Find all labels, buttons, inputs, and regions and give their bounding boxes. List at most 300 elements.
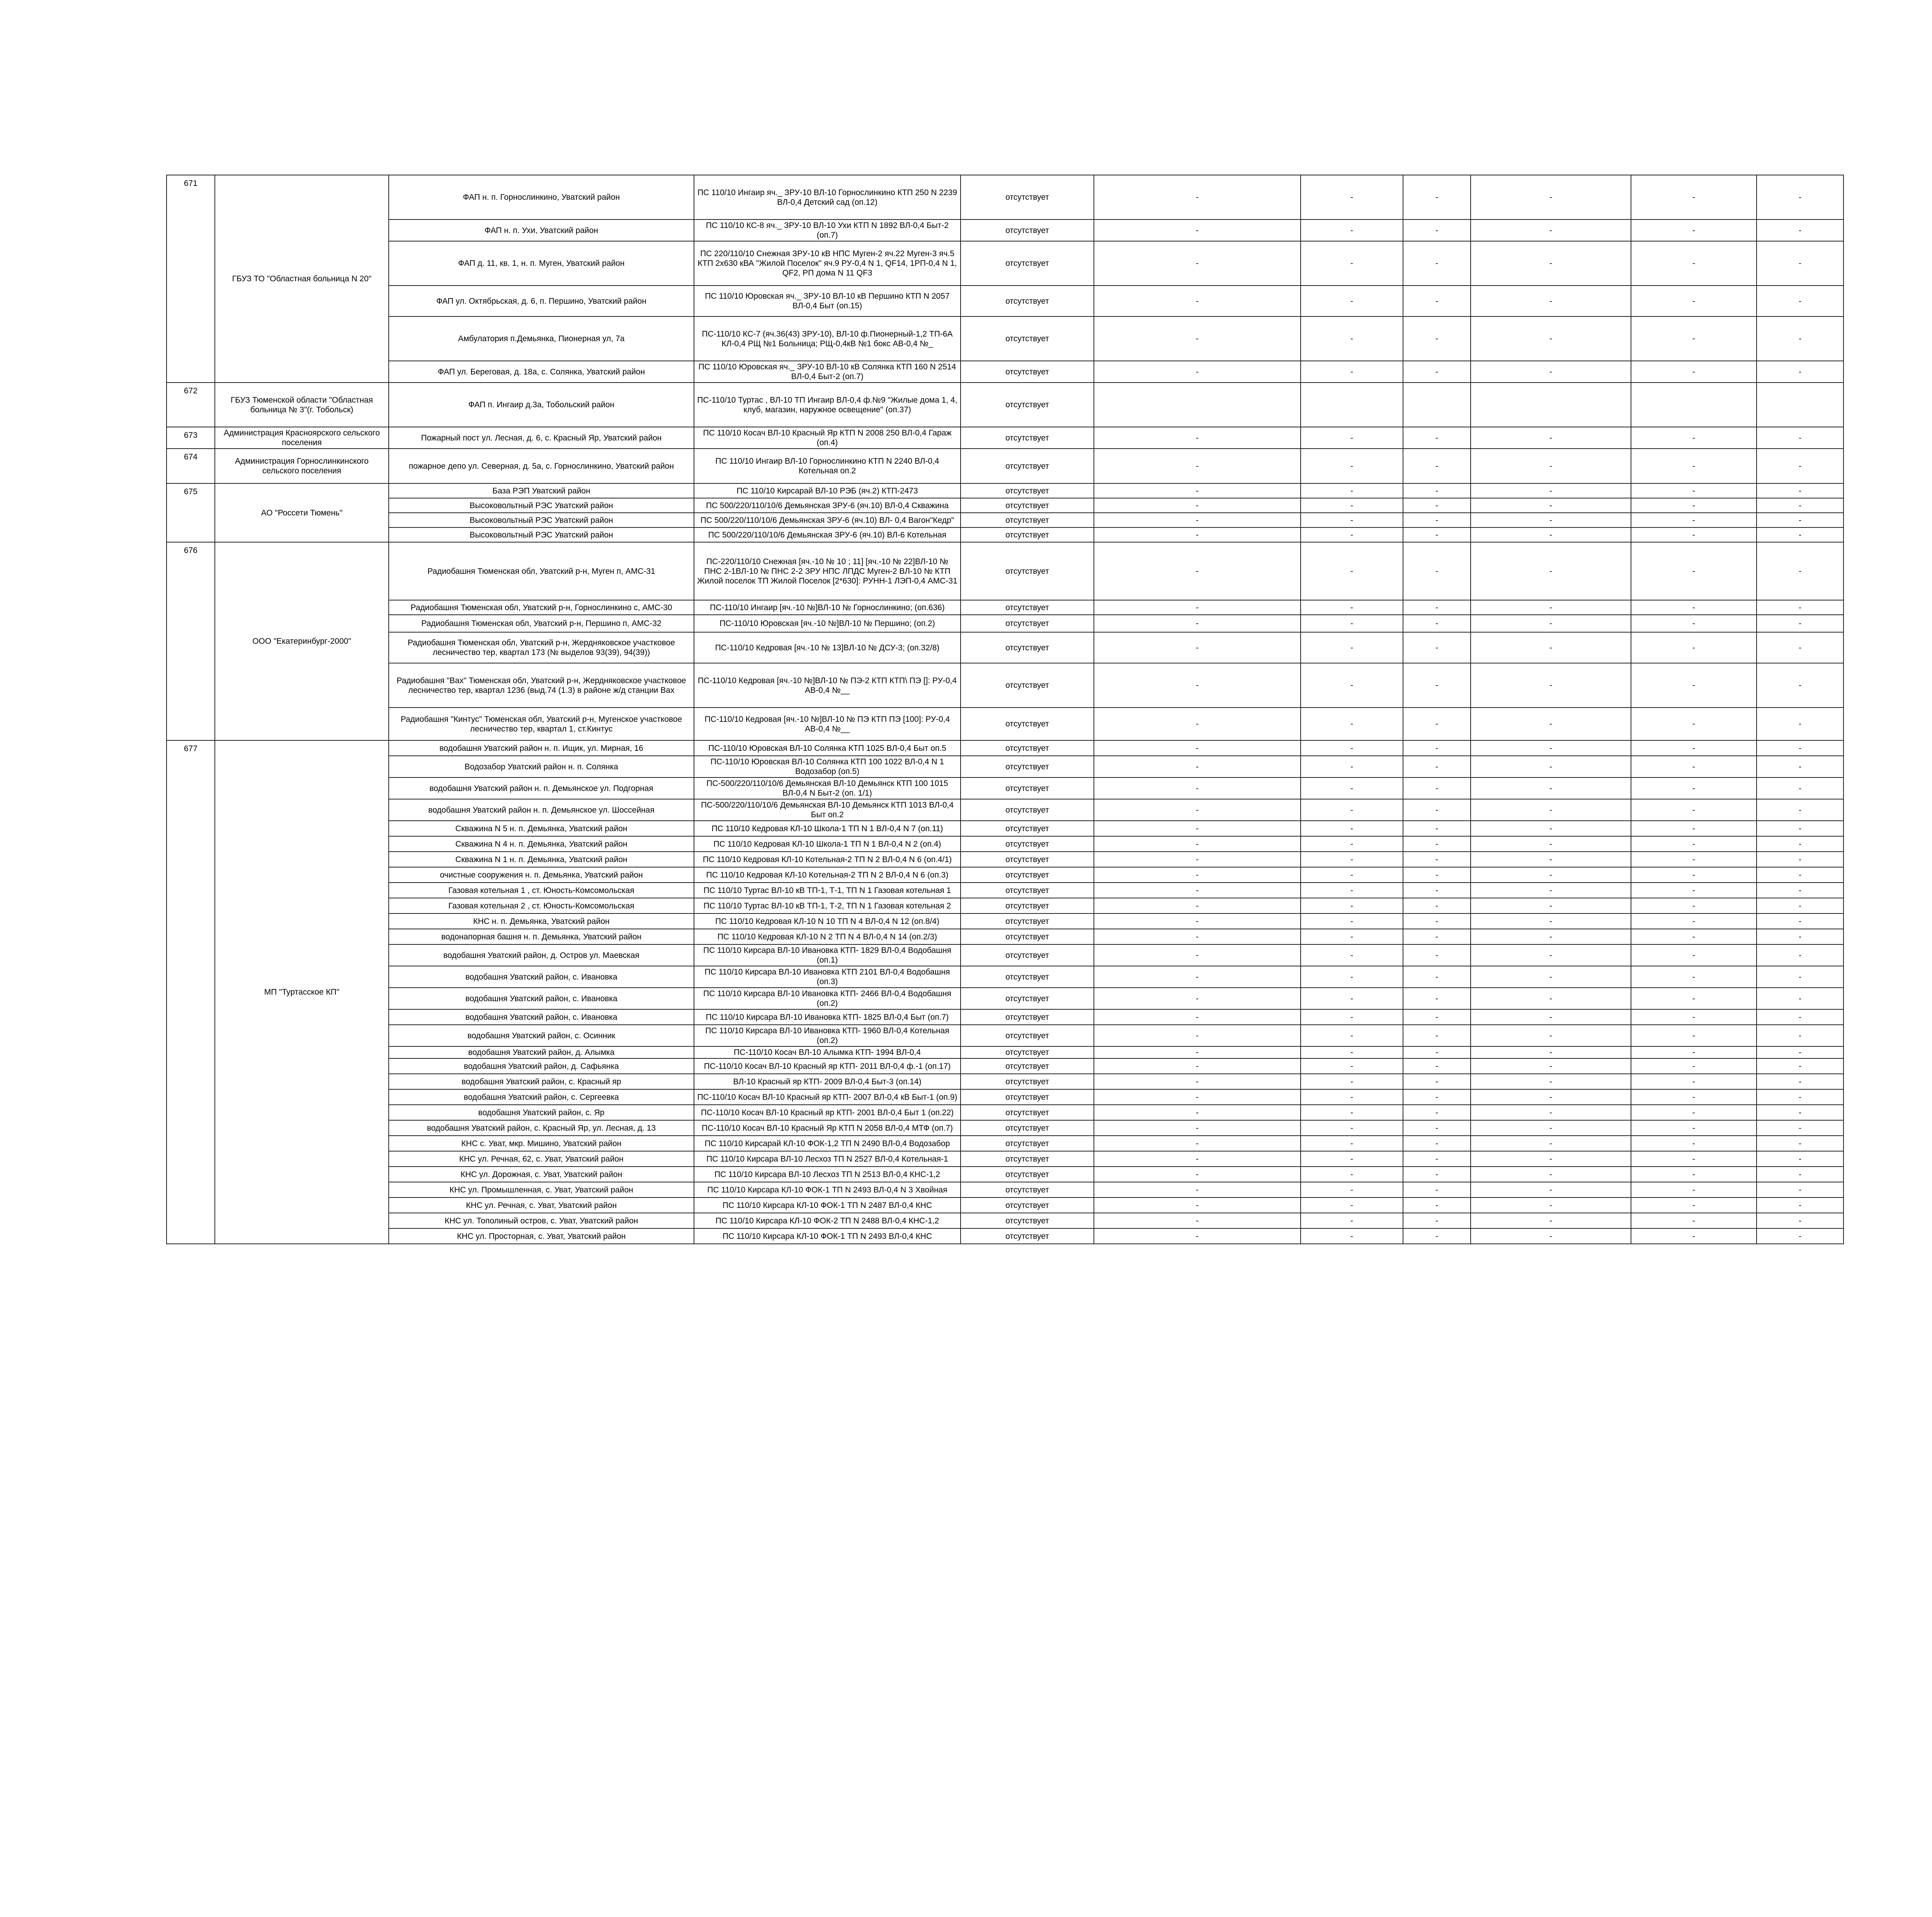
value-cell: -	[1403, 1025, 1471, 1046]
value-cell: -	[1094, 1089, 1301, 1105]
value-cell: -	[1301, 913, 1403, 929]
value-cell: -	[1301, 219, 1403, 241]
value-cell: -	[1094, 600, 1301, 615]
status-cell: отсутствует	[961, 427, 1094, 449]
value-cell: -	[1631, 1089, 1757, 1105]
organization-name: АО "Россети Тюмень"	[215, 483, 389, 542]
status-cell: отсутствует	[961, 929, 1094, 944]
connection-point: ПС 500/220/110/10/6 Демьянская ЗРУ-6 (яч.10) ВЛ- 0,4 Вагон"Кедр"	[694, 513, 961, 527]
value-cell: -	[1757, 449, 1844, 483]
value-cell: -	[1301, 1151, 1403, 1167]
object-address: водобашня Уватский район, д. Алымка	[389, 1046, 694, 1058]
value-cell: -	[1403, 883, 1471, 898]
value-cell: -	[1757, 913, 1844, 929]
value-cell: -	[1631, 988, 1757, 1009]
row-number: 671	[167, 175, 215, 383]
value-cell: -	[1094, 898, 1301, 913]
value-cell: -	[1403, 1074, 1471, 1089]
value-cell: -	[1471, 361, 1631, 383]
status-cell: отсутствует	[961, 1182, 1094, 1197]
value-cell: -	[1471, 913, 1631, 929]
connection-point: ПС 110/10 Кирсара ВЛ-10 Ивановка КТП 2101 ВЛ-0,4 Водобашня (оп.3)	[694, 966, 961, 988]
value-cell: -	[1301, 175, 1403, 219]
value-cell: -	[1631, 836, 1757, 852]
value-cell: -	[1757, 542, 1844, 600]
value-cell: -	[1403, 966, 1471, 988]
value-cell: -	[1403, 286, 1471, 316]
status-cell: отсутствует	[961, 286, 1094, 316]
value-cell: -	[1757, 1058, 1844, 1074]
value-cell: -	[1757, 836, 1844, 852]
value-cell: -	[1301, 988, 1403, 1009]
value-cell: -	[1471, 988, 1631, 1009]
value-cell: -	[1403, 175, 1471, 219]
table-row	[167, 799, 1844, 821]
value-cell: -	[1094, 708, 1301, 740]
value-cell: -	[1631, 527, 1757, 542]
connection-point: ПС 110/10 Туртас ВЛ-10 кВ ТП-1, Т-1, ТП N 1 Газовая котельная 1	[694, 883, 961, 898]
object-address: Высоковольтный РЭС Уватский район	[389, 513, 694, 527]
value-cell: -	[1471, 542, 1631, 600]
value-cell	[1094, 383, 1301, 427]
connection-point: ПС 220/110/10 Снежная ЗРУ-10 кВ НПС Муген-2 яч.22 Муген-3 яч.5 КТП 2х630 кВА "Жилой Поселок" яч.9 РУ-0,4 N 1, QF14, 1РП-0,4 N 1, QF2, РП дома N 11 QF3	[694, 241, 961, 286]
status-cell: отсутствует	[961, 316, 1094, 361]
table-row	[167, 219, 1844, 241]
value-cell: -	[1301, 663, 1403, 708]
value-cell: -	[1301, 361, 1403, 383]
value-cell: -	[1471, 777, 1631, 799]
value-cell: -	[1631, 1025, 1757, 1046]
value-cell: -	[1403, 1151, 1471, 1167]
value-cell: -	[1631, 175, 1757, 219]
connection-point: ПС 110/10 Кирсара ВЛ-10 Лесхоз ТП N 2527 ВЛ-0,4 Котельная-1	[694, 1151, 961, 1167]
value-cell: -	[1471, 740, 1631, 756]
value-cell: -	[1094, 632, 1301, 663]
table-row	[167, 1182, 1844, 1197]
value-cell: -	[1301, 929, 1403, 944]
value-cell: -	[1471, 1046, 1631, 1058]
connection-point: ПС 110/10 Кирсара КЛ-10 ФОК-2 ТП N 2488 ВЛ-0,4 КНС-1,2	[694, 1213, 961, 1228]
object-address: Скважина N 5 н. п. Демьянка, Уватский район	[389, 821, 694, 836]
connection-point: ПС-110/10 Косач ВЛ-10 Красный яр КТП- 2011 ВЛ-0,4 ф.-1 (оп.17)	[694, 1058, 961, 1074]
status-cell: отсутствует	[961, 1228, 1094, 1244]
value-cell: -	[1403, 1167, 1471, 1182]
status-cell: отсутствует	[961, 513, 1094, 527]
table-row	[167, 542, 1844, 600]
value-cell	[1757, 383, 1844, 427]
value-cell: -	[1471, 867, 1631, 883]
table-row	[167, 1089, 1844, 1105]
value-cell: -	[1094, 427, 1301, 449]
value-cell: -	[1757, 929, 1844, 944]
value-cell: -	[1631, 219, 1757, 241]
table-row	[167, 615, 1844, 632]
value-cell: -	[1094, 799, 1301, 821]
object-address: очистные сооружения н. п. Демьянка, Уватский район	[389, 867, 694, 883]
value-cell: -	[1757, 1182, 1844, 1197]
value-cell: -	[1403, 1228, 1471, 1244]
status-cell: отсутствует	[961, 361, 1094, 383]
table-row	[167, 1105, 1844, 1120]
connection-point: ПС 110/10 Кирсара ВЛ-10 Лесхоз ТП N 2513 ВЛ-0,4 КНС-1,2	[694, 1167, 961, 1182]
value-cell: -	[1757, 1197, 1844, 1213]
status-cell: отсутствует	[961, 821, 1094, 836]
value-cell: -	[1403, 777, 1471, 799]
value-cell: -	[1301, 821, 1403, 836]
connection-point: ПС 110/10 Кирсара КЛ-10 ФОК-1 ТП N 2493 ВЛ-0,4 КНС	[694, 1228, 961, 1244]
value-cell: -	[1471, 799, 1631, 821]
status-cell: отсутствует	[961, 708, 1094, 740]
value-cell: -	[1631, 1197, 1757, 1213]
value-cell: -	[1631, 1058, 1757, 1074]
table-row	[167, 498, 1844, 513]
connection-point: ПС 110/10 Кедровая КЛ-10 N 10 ТП N 4 ВЛ-0,4 N 12 (оп.8/4)	[694, 913, 961, 929]
value-cell: -	[1471, 316, 1631, 361]
value-cell: -	[1403, 1197, 1471, 1213]
value-cell: -	[1094, 483, 1301, 498]
connection-point: ПС-110/10 Косач ВЛ-10 Красный яр КТП- 2007 ВЛ-0,4 кВ Быт-1 (оп.9)	[694, 1089, 961, 1105]
status-cell: отсутствует	[961, 1074, 1094, 1089]
value-cell: -	[1631, 449, 1757, 483]
value-cell: -	[1631, 708, 1757, 740]
value-cell: -	[1471, 708, 1631, 740]
table-body	[167, 175, 1844, 1244]
value-cell: -	[1631, 483, 1757, 498]
row-number: 675	[167, 483, 215, 542]
connection-point: ПС 110/10 Косач ВЛ-10 Красный Яр КТП N 2008 250 ВЛ-0,4 Гараж (оп.4)	[694, 427, 961, 449]
object-address: Радиобашня Тюменская обл, Уватский р-н, Горнослинкино с, АМС-30	[389, 600, 694, 615]
value-cell: -	[1094, 883, 1301, 898]
value-cell: -	[1094, 1009, 1301, 1025]
object-address: Пожарный пост ул. Лесная, д. 6, с. Красный Яр, Уватский район	[389, 427, 694, 449]
table-row	[167, 241, 1844, 286]
status-cell: отсутствует	[961, 799, 1094, 821]
table-row	[167, 1058, 1844, 1074]
value-cell: -	[1301, 449, 1403, 483]
status-cell: отсутствует	[961, 1167, 1094, 1182]
status-cell: отсутствует	[961, 1009, 1094, 1025]
value-cell: -	[1301, 966, 1403, 988]
object-address: ФАП ул. Октябрьская, д. 6, п. Першино, Уватский район	[389, 286, 694, 316]
value-cell: -	[1403, 542, 1471, 600]
status-cell: отсутствует	[961, 883, 1094, 898]
value-cell: -	[1471, 756, 1631, 777]
object-address: водонапорная башня н. п. Демьянка, Уватский район	[389, 929, 694, 944]
connection-point: ПС 110/10 Кедровая КЛ-10 N 2 ТП N 4 ВЛ-0,4 N 14 (оп.2/3)	[694, 929, 961, 944]
value-cell: -	[1631, 799, 1757, 821]
value-cell: -	[1631, 513, 1757, 527]
value-cell: -	[1471, 449, 1631, 483]
status-cell: отсутствует	[961, 1046, 1094, 1058]
value-cell: -	[1094, 740, 1301, 756]
table-row	[167, 966, 1844, 988]
connection-point: ПС 110/10 Туртас ВЛ-10 кВ ТП-1, Т-2, ТП N 1 Газовая котельная 2	[694, 898, 961, 913]
object-address: водобашня Уватский район, с. Красный Яр, ул. Лесная, д. 13	[389, 1120, 694, 1136]
status-cell: отсутствует	[961, 542, 1094, 600]
value-cell: -	[1757, 1213, 1844, 1228]
object-address: Радиобашня Тюменская обл, Уватский р-н, Першино п, АМС-32	[389, 615, 694, 632]
object-address: водобашня Уватский район, с. Ивановка	[389, 966, 694, 988]
status-cell: отсутствует	[961, 852, 1094, 867]
value-cell: -	[1631, 361, 1757, 383]
value-cell: -	[1631, 756, 1757, 777]
object-address: водобашня Уватский район, с. Яр	[389, 1105, 694, 1120]
value-cell: -	[1094, 1151, 1301, 1167]
value-cell: -	[1301, 1197, 1403, 1213]
value-cell: -	[1471, 427, 1631, 449]
organization-name: ГБУЗ ТО "Областная больница N 20"	[215, 175, 389, 383]
table-row	[167, 1197, 1844, 1213]
value-cell: -	[1094, 241, 1301, 286]
value-cell: -	[1403, 483, 1471, 498]
value-cell: -	[1301, 836, 1403, 852]
value-cell: -	[1471, 1136, 1631, 1151]
value-cell: -	[1403, 449, 1471, 483]
object-address: водобашня Уватский район, с. Ивановка	[389, 988, 694, 1009]
value-cell: -	[1301, 286, 1403, 316]
value-cell: -	[1471, 615, 1631, 632]
value-cell: -	[1471, 1074, 1631, 1089]
value-cell: -	[1471, 836, 1631, 852]
value-cell: -	[1757, 883, 1844, 898]
value-cell: -	[1471, 821, 1631, 836]
table-row	[167, 756, 1844, 777]
value-cell: -	[1301, 600, 1403, 615]
value-cell: -	[1757, 740, 1844, 756]
connection-point: ПС 110/10 Кирсара КЛ-10 ФОК-1 ТП N 2487 ВЛ-0,4 КНС	[694, 1197, 961, 1213]
value-cell: -	[1631, 286, 1757, 316]
value-cell: -	[1301, 1182, 1403, 1197]
value-cell: -	[1471, 1105, 1631, 1120]
value-cell: -	[1757, 1074, 1844, 1089]
value-cell: -	[1403, 361, 1471, 383]
value-cell: -	[1757, 1151, 1844, 1167]
value-cell: -	[1403, 1058, 1471, 1074]
connection-point: ПС-110/10 Косач ВЛ-10 Красный Яр КТП N 2058 ВЛ-0,4 МТФ (оп.7)	[694, 1120, 961, 1136]
status-cell: отсутствует	[961, 1120, 1094, 1136]
table-row	[167, 1213, 1844, 1228]
value-cell: -	[1631, 1151, 1757, 1167]
value-cell: -	[1757, 1089, 1844, 1105]
value-cell: -	[1094, 1105, 1301, 1120]
value-cell: -	[1403, 867, 1471, 883]
object-address: водобашня Уватский район, с. Ивановка	[389, 1009, 694, 1025]
status-cell: отсутствует	[961, 836, 1094, 852]
status-cell: отсутствует	[961, 1136, 1094, 1151]
value-cell: -	[1757, 1120, 1844, 1136]
value-cell: -	[1094, 513, 1301, 527]
connection-point: ПС-220/110/10 Снежная [яч.-10 № 10 ; 11] [яч.-10 № 22]ВЛ-10 № ПНС 2-1ВЛ-10 № ПНС 2-2 ЗРУ НПС ЛПДС Муген-2 ВЛ-10 № КТП Жилой поселок ТП Жилой Поселок [2*630]: РУНН-1 ЛЭП-0,4 АМС-31	[694, 542, 961, 600]
connection-point: ПС 110/10 Кирсара КЛ-10 ФОК-1 ТП N 2493 ВЛ-0,4 N 3 Хвойная	[694, 1182, 961, 1197]
value-cell: -	[1471, 483, 1631, 498]
table-row	[167, 483, 1844, 498]
value-cell: -	[1301, 241, 1403, 286]
object-address: КНС ул. Промышленная, с. Уват, Уватский район	[389, 1182, 694, 1197]
value-cell: -	[1757, 427, 1844, 449]
value-cell: -	[1757, 1025, 1844, 1046]
value-cell: -	[1403, 799, 1471, 821]
connection-point: ПС-110/10 Юровская ВЛ-10 Солянка КТП 1025 ВЛ-0,4 Быт оп.5	[694, 740, 961, 756]
value-cell: -	[1631, 1213, 1757, 1228]
value-cell	[1471, 383, 1631, 427]
value-cell: -	[1301, 1136, 1403, 1151]
value-cell: -	[1757, 361, 1844, 383]
table-row	[167, 1151, 1844, 1167]
value-cell: -	[1471, 1151, 1631, 1167]
value-cell: -	[1471, 600, 1631, 615]
value-cell: -	[1403, 1089, 1471, 1105]
value-cell: -	[1631, 777, 1757, 799]
value-cell: -	[1094, 615, 1301, 632]
value-cell: -	[1631, 427, 1757, 449]
status-cell: отсутствует	[961, 966, 1094, 988]
value-cell: -	[1471, 498, 1631, 513]
table-row	[167, 286, 1844, 316]
connection-point: ПС 500/220/110/10/6 Демьянская ЗРУ-6 (яч.10) ВЛ-0,4 Скважина	[694, 498, 961, 513]
value-cell: -	[1631, 1105, 1757, 1120]
object-address: ФАП ул. Береговая, д. 18а, с. Солянка, Уватский район	[389, 361, 694, 383]
value-cell: -	[1094, 966, 1301, 988]
table-row	[167, 777, 1844, 799]
status-cell: отсутствует	[961, 988, 1094, 1009]
status-cell: отсутствует	[961, 898, 1094, 913]
value-cell: -	[1757, 944, 1844, 966]
connection-point: ПС 110/10 КС-8 яч._ ЗРУ-10 ВЛ-10 Ухи КТП N 1892 ВЛ-0,4 Быт-2 (оп.7)	[694, 219, 961, 241]
value-cell: -	[1471, 1120, 1631, 1136]
connection-point: ПС-110/10 Ингаир [яч.-10 №]ВЛ-10 № Горнослинкино; (оп.636)	[694, 600, 961, 615]
value-cell: -	[1631, 821, 1757, 836]
value-cell	[1301, 383, 1403, 427]
status-cell: отсутствует	[961, 483, 1094, 498]
object-address: Скважина N 1 н. п. Демьянка, Уватский район	[389, 852, 694, 867]
value-cell: -	[1301, 1009, 1403, 1025]
object-address: Водозабор Уватский район н. п. Солянка	[389, 756, 694, 777]
table-row	[167, 821, 1844, 836]
value-cell: -	[1631, 898, 1757, 913]
value-cell: -	[1094, 542, 1301, 600]
value-cell: -	[1757, 663, 1844, 708]
value-cell: -	[1094, 756, 1301, 777]
value-cell: -	[1757, 799, 1844, 821]
organization-name: ГБУЗ Тюменской области "Областная больница № 3"(г. Тобольск)	[215, 383, 389, 427]
value-cell: -	[1403, 988, 1471, 1009]
object-address: Амбулатория п.Демьянка, Пионерная ул, 7а	[389, 316, 694, 361]
object-address: База РЭП Уватский район	[389, 483, 694, 498]
value-cell: -	[1403, 1213, 1471, 1228]
table-row	[167, 1074, 1844, 1089]
connection-point: ПС 110/10 Ингаир яч._ ЗРУ-10 ВЛ-10 Горнослинкино КТП 250 N 2239 ВЛ-0,4 Детский сад (оп.12)	[694, 175, 961, 219]
value-cell: -	[1757, 852, 1844, 867]
connection-point: ПС 110/10 Кирсара ВЛ-10 Ивановка КТП- 1960 ВЛ-0,4 Котельная (оп.2)	[694, 1025, 961, 1046]
value-cell: -	[1631, 1136, 1757, 1151]
status-cell: отсутствует	[961, 663, 1094, 708]
value-cell: -	[1094, 175, 1301, 219]
value-cell: -	[1301, 1046, 1403, 1058]
value-cell: -	[1301, 1074, 1403, 1089]
table-row	[167, 600, 1844, 615]
value-cell: -	[1757, 1167, 1844, 1182]
connection-point: ВЛ-10 Красный яр КТП- 2009 ВЛ-0,4 Быт-3 (оп.14)	[694, 1074, 961, 1089]
status-cell: отсутствует	[961, 175, 1094, 219]
table-row	[167, 1009, 1844, 1025]
value-cell: -	[1631, 241, 1757, 286]
table-row	[167, 988, 1844, 1009]
value-cell: -	[1471, 663, 1631, 708]
value-cell: -	[1094, 944, 1301, 966]
value-cell: -	[1471, 898, 1631, 913]
value-cell: -	[1403, 708, 1471, 740]
value-cell: -	[1403, 600, 1471, 615]
status-cell: отсутствует	[961, 867, 1094, 883]
table-row	[167, 929, 1844, 944]
status-cell: отсутствует	[961, 383, 1094, 427]
value-cell: -	[1757, 821, 1844, 836]
connection-point: ПС 110/10 Юровская яч._ ЗРУ-10 ВЛ-10 кВ Першино КТП N 2057 ВЛ-0,4 Быт (оп.15)	[694, 286, 961, 316]
organization-name: МП "Туртасское КП"	[215, 740, 389, 1244]
table-row	[167, 898, 1844, 913]
value-cell: -	[1403, 821, 1471, 836]
value-cell: -	[1757, 513, 1844, 527]
value-cell: -	[1403, 615, 1471, 632]
value-cell: -	[1403, 241, 1471, 286]
value-cell: -	[1757, 1009, 1844, 1025]
status-cell: отсутствует	[961, 600, 1094, 615]
table-row	[167, 175, 1844, 219]
organization-name: ООО "Екатеринбург-2000"	[215, 542, 389, 740]
value-cell: -	[1403, 527, 1471, 542]
value-cell: -	[1631, 929, 1757, 944]
object-address: Радиобашня Тюменская обл, Уватский р-н, Муген п, АМС-31	[389, 542, 694, 600]
value-cell: -	[1094, 1025, 1301, 1046]
object-address: ФАП п. Ингаир д.3а, Тобольский район	[389, 383, 694, 427]
value-cell: -	[1094, 1228, 1301, 1244]
value-cell: -	[1471, 286, 1631, 316]
object-address: КНС ул. Речная, с. Уват, Уватский район	[389, 1197, 694, 1213]
status-cell: отсутствует	[961, 740, 1094, 756]
value-cell: -	[1631, 632, 1757, 663]
object-address: водобашня Уватский район н. п. Демьянское ул. Шоссейная	[389, 799, 694, 821]
table-row	[167, 663, 1844, 708]
outage-table	[166, 175, 1844, 1244]
value-cell: -	[1757, 1046, 1844, 1058]
object-address: водобашня Уватский район, с. Сергеевка	[389, 1089, 694, 1105]
object-address: КНС н. п. Демьянка, Уватский район	[389, 913, 694, 929]
value-cell: -	[1471, 1058, 1631, 1074]
value-cell: -	[1094, 527, 1301, 542]
value-cell: -	[1403, 913, 1471, 929]
object-address: водобашня Уватский район, д. Сафьянка	[389, 1058, 694, 1074]
value-cell: -	[1631, 852, 1757, 867]
status-cell: отсутствует	[961, 1197, 1094, 1213]
row-number: 677	[167, 740, 215, 1244]
value-cell: -	[1094, 821, 1301, 836]
value-cell: -	[1471, 527, 1631, 542]
connection-point: ПС-500/220/110/10/6 Демьянская ВЛ-10 Демьянск КТП 1013 ВЛ-0,4 Быт оп.2	[694, 799, 961, 821]
table-row	[167, 852, 1844, 867]
value-cell: -	[1301, 527, 1403, 542]
value-cell: -	[1631, 542, 1757, 600]
table-row	[167, 361, 1844, 383]
object-address: Высоковольтный РЭС Уватский район	[389, 498, 694, 513]
value-cell: -	[1094, 1120, 1301, 1136]
value-cell: -	[1403, 632, 1471, 663]
object-address: ФАП н. п. Ухи, Уватский район	[389, 219, 694, 241]
value-cell: -	[1757, 777, 1844, 799]
table-row	[167, 944, 1844, 966]
value-cell: -	[1094, 498, 1301, 513]
value-cell: -	[1757, 1136, 1844, 1151]
value-cell: -	[1631, 867, 1757, 883]
